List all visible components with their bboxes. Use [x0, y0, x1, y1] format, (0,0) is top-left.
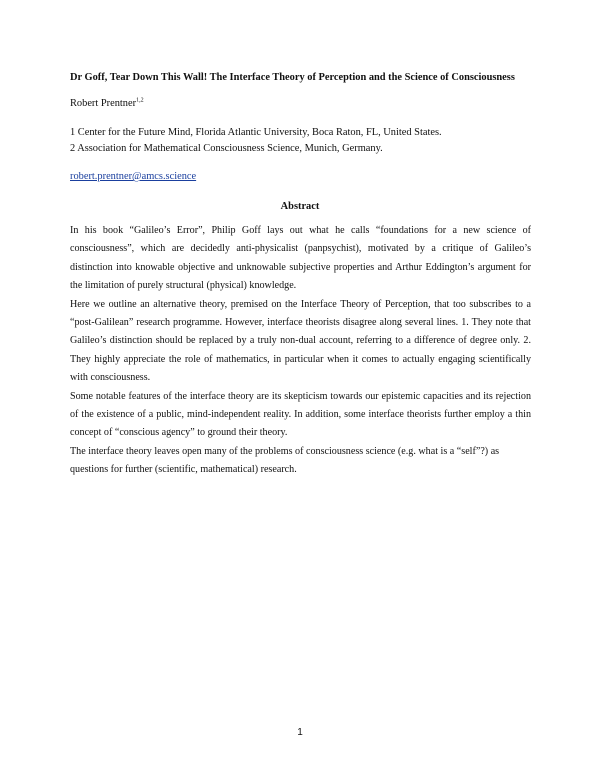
author-email-link[interactable]: robert.prentner@amcs.science — [70, 171, 197, 182]
author-name: Robert Prentner — [70, 98, 137, 109]
author-line — [70, 97, 144, 110]
abstract-paragraph-2: Here we outline an alternative theory, premised on the Interface Theory of Perception, that too subscribes to a “post-Galilean” research programme. However, interface theorists disagree along several lines. 1. They note that Galileo’s distinction should be replaced by a truly non-dual account, referring to a difference of degree only. 2. They highly appreciate the role of mathematics, in particular when it comes to actually engaging scientifically with consciousness. — [70, 298, 531, 384]
abstract-body — [70, 222, 531, 480]
abstract-heading: Abstract — [280, 201, 320, 212]
affiliation-2: 2 Association for Mathematical Consciousness Science, Munich, Germany. — [70, 143, 383, 154]
author-affiliation-marks: 1,2 — [136, 97, 144, 104]
abstract-paragraph-4: The interface theory leaves open many of the problems of consciousness science (e.g. what is a “self”?) as questions for further (scientific, mathematical) research. — [70, 445, 500, 476]
page-number: 1 — [297, 727, 303, 738]
abstract-paragraph-1: In his book “Galileo’s Error”, Philip Goff lays out what he calls “foundations for a new science of consciousness”, which are decidedly anti-physicalist (panpsychist), motivated by a critique of Galileo’s distinction into knowable objective and unknowable subjective properties and Arthur Eddington’s argument for the limitation of purely structural (physical) knowledge. — [70, 225, 531, 292]
affiliation-1: 1 Center for the Future Mind, Florida Atlantic University, Boca Raton, FL, United States. — [70, 127, 442, 138]
paper-title: Dr Goff, Tear Down This Wall! The Interface Theory of Perception and the Science of Consciousness — [70, 72, 515, 83]
abstract-paragraph-3: Some notable features of the interface theory are its skepticism towards our epistemic capacities and its rejection of the existence of a public, mind-independent reality. In addition, some interface theorists further employ a thin concept of “conscious agency” to ground their theory. — [70, 390, 531, 439]
